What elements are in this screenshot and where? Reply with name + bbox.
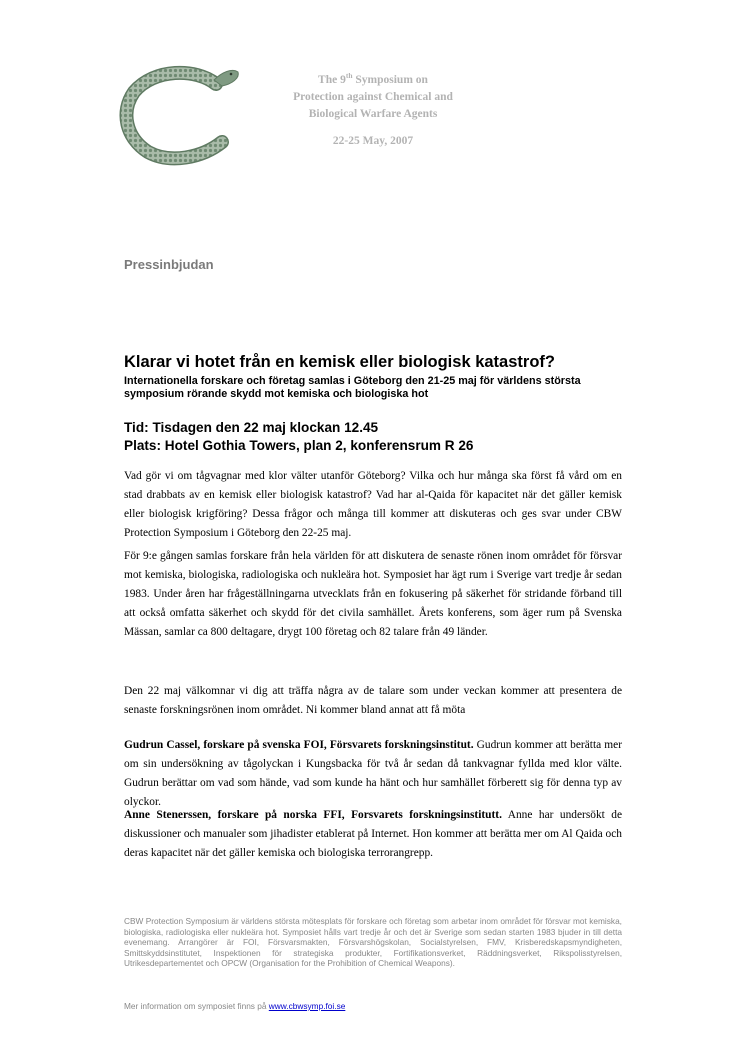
headline: Klarar vi hotet från en kemisk eller biologisk katastrof?: [124, 353, 555, 371]
symposium-website-link[interactable]: www.cbwsymp.foi.se: [268, 1001, 346, 1011]
serpent-logo-icon: [118, 58, 242, 166]
paragraph-intro: Vad gör vi om tågvagnar med klor välter utanför Göteborg? Vilka och hur många ska först få vård om en stad drabbats av en kemisk eller biologisk katastrof? Vad har al-Qaida för kapacitet när det gäller kemisk eller biologisk krigföring? Dessa frågor och många till kommer att diskuteras och ges svar under CBW Protection Symposium i Göteborg den 22-25 maj.: [124, 470, 622, 539]
document-type-label: Pressinbjudan: [124, 257, 214, 272]
subheadline: Internationella forskare och företag samlas i Göteborg den 21-25 maj för världens största symposium rörande skydd mot kemiska och biologiska hot: [124, 375, 581, 400]
footer-more-info: [124, 1001, 345, 1011]
symposium-title-line3: Biological Warfare Agents: [308, 108, 438, 120]
paragraph-speaker-anne: [124, 806, 622, 863]
speaker-gudrun-name: Gudrun Cassel, forskare på svenska FOI, Försvarets forskningsinstitut.: [124, 739, 474, 751]
more-info-text: Mer information om symposiet finns på: [124, 1001, 269, 1011]
symposium-title: [262, 72, 484, 150]
symposium-title-line2: Protection against Chemical and: [293, 91, 453, 103]
event-time: Tid: Tisdagen den 22 maj klockan 12.45: [124, 420, 379, 435]
paragraph-invitation: Den 22 maj välkomnar vi dig att träffa några av de talare som under veckan kommer att presentera de senaste forskningsrönen inom området. Ni kommer bland annat att få möta: [124, 685, 622, 716]
symposium-title-line1: The 9th Symposium on: [318, 71, 428, 86]
speaker-gudrun-text: Gudrun kommer att berätta mer om sin undersökning av tågolyckan i Kungsbacka för två år sedan då tankvagnar fyllda med klor välte. Gudrun berättar om vad som hände, vad som kunde ha hänt och hur samhället förberett sig för denna typ av olyckor.: [124, 739, 622, 808]
event-details: [124, 419, 474, 455]
footer-about: CBW Protection Symposium är världens största mötesplats för forskare och företag som arbetar inom området för försvar mot kemiska, biologiska, radiologiska eller nukleära hot. Symposiet hålls vart tredje år och det är Sverige som sedan starten 1983 bjuder in till detta evenemang. Arrangörer är FOI, Försvarsmakten, Försvarshögskolan, Socialstyrelsen, FMV, Krisberedskapsmyndigheten, Smittskyddsinstitutet, Inspektionen för strategiska produkter, Fortifikationsverket, Räddningsverket, Rikspolisstyrelsen, Utrikesdepartementet och OPCW (Organisation for the Prohibition of Chemical Weapons).: [124, 916, 622, 969]
speaker-anne-name: Anne Stenerssen, forskare på norska FFI, Forsvarets forskningsinstitutt.: [124, 809, 502, 821]
speaker-anne-text: Anne har undersökt de diskussioner och manualer som jihadister etablerat på Internet. Hon kommer att berätta mer om Al Qaida och deras kapacitet när det gäller kemiska och biologiska terrorangrepp.: [124, 809, 623, 859]
paragraph-speaker-gudrun: [124, 736, 622, 812]
event-place: Plats: Hotel Gothia Towers, plan 2, konferensrum R 26: [124, 438, 474, 453]
paragraph-background: För 9:e gången samlas forskare från hela världen för att diskutera de senaste rönen inom området för försvar mot kemiska, biologiska, radiologiska och nukleära hot. Symposiet har ägt rum i Sverige vart tredje år sedan 1983. Under åren har frågeställningarna utvecklats från en fokusering på säkerhet för stridande förband till att också omfatta säkerhet och skydd för det civila samhället. Årets konferens, som äger rum på Svenska Mässan, samlar ca 800 deltagare, drygt 100 företag och 82 talare från 49 länder.: [124, 550, 622, 638]
symposium-dates: 22-25 May, 2007: [332, 135, 414, 147]
